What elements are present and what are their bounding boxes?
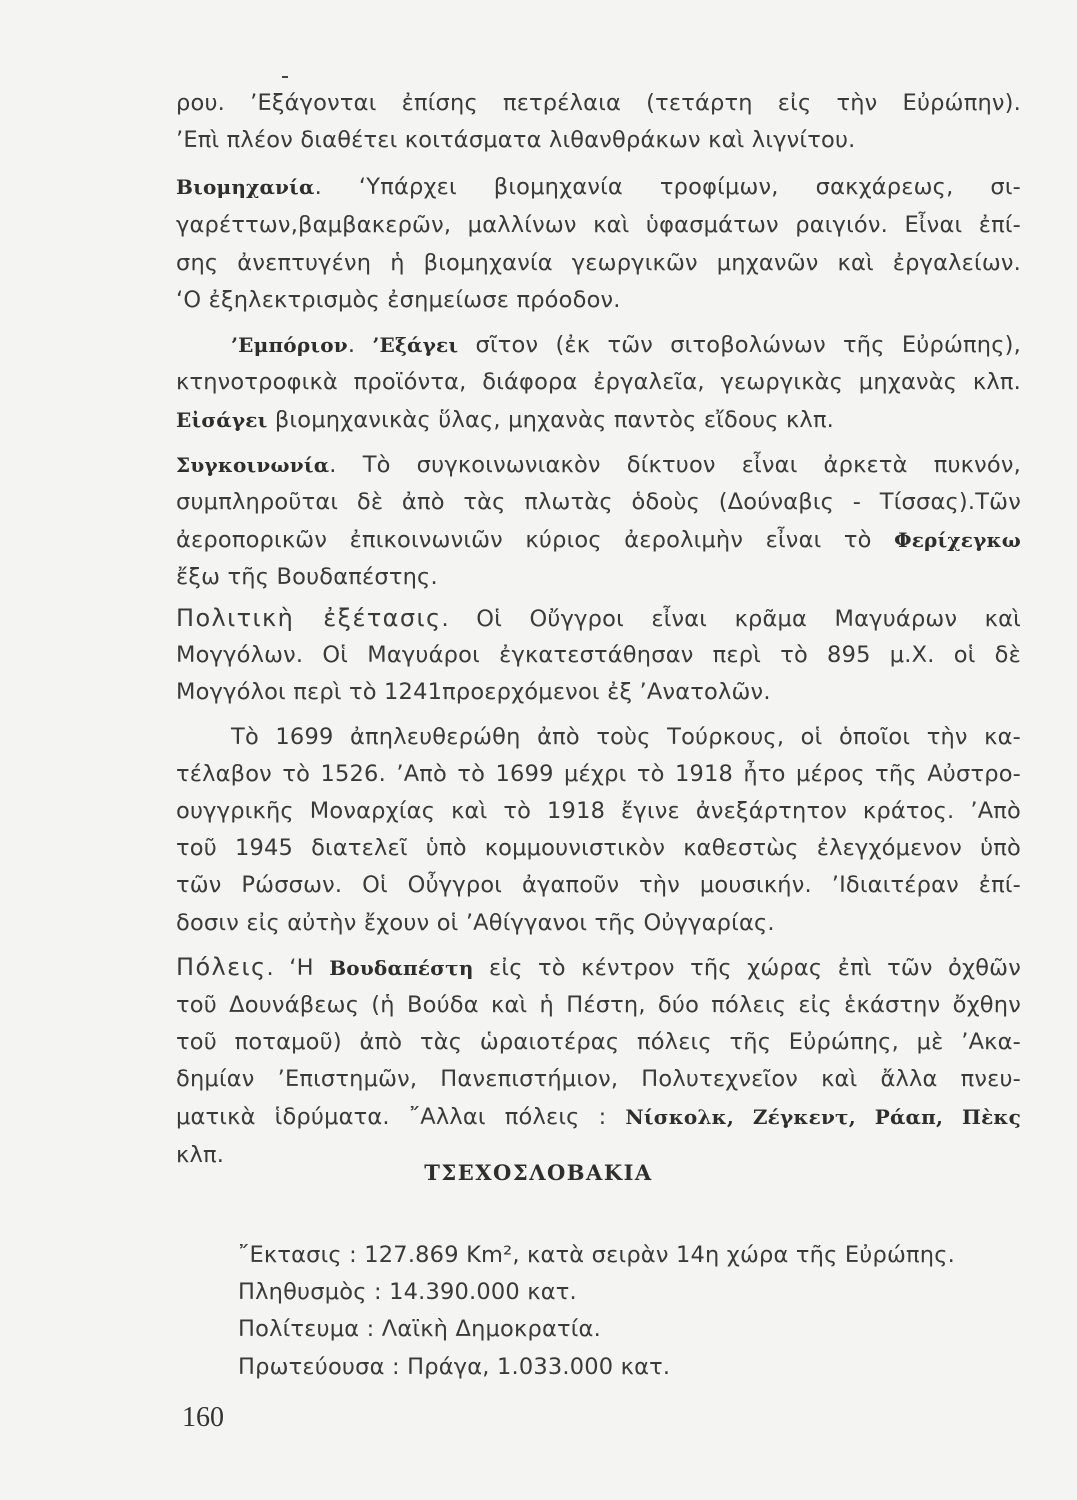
text-line	[176, 1064, 1021, 1094]
text-line	[176, 870, 1021, 900]
text-line	[176, 990, 1021, 1020]
page-number: 160	[182, 1402, 224, 1433]
text-line	[176, 1277, 1021, 1307]
text-line	[176, 562, 1021, 592]
text-segment: ’Επὶ πλέον διαθέτει κοιτάσματα λιθανθράκων καὶ λιγνίτου.	[176, 127, 856, 153]
text-line	[176, 722, 1021, 752]
text-segment: Τὸ 1699 ἀπηλευθερώθη ἀπὸ τοὺς Τούρκους, οἱ ὁποῖοι τὴν κα-	[231, 724, 1021, 750]
text-segment: ἔξω τῆς Βουδαπέστης.	[176, 564, 438, 590]
text-line	[176, 172, 1021, 202]
text-segment: . Τὸ συγκοινωνιακὸν δίκτυον εἶναι ἀρκετὰ πυκνόν,	[329, 452, 1021, 478]
text-line	[176, 1352, 1021, 1382]
text-segment: Μογγόλων. Οἱ Μαγυάροι ἐγκατεστάθησαν περὶ τὸ 895 μ.Χ. οἱ δὲ	[176, 642, 1021, 668]
text-segment: Μογγόλοι περὶ τὸ 1241προερχόμενοι ἐξ ’Ανατολῶν.	[176, 679, 771, 705]
text-segment: συμπληροῦται δὲ ἀπὸ τὰς πλωτὰς ὁδοὺς (Δούναβις - Τίσσας).Τῶν	[176, 489, 1021, 515]
text-line	[176, 125, 1021, 155]
text-line	[176, 487, 1021, 517]
text-segment: δοσιν εἰς αὐτὴν ἔχουν οἱ ’Αθίγγανοι τῆς Οὐγγαρίας.	[176, 910, 775, 936]
text-segment: Πολίτευμα : Λαϊκὴ Δημοκρατία.	[238, 1316, 601, 1342]
text-line	[176, 1027, 1021, 1057]
text-segment: βιομηχανικὰς ὕλας, μηχανὰς παντὸς εἴδους κλπ.	[267, 407, 835, 433]
text-segment: . ‘Υπάρχει βιομηχανία τροφίμων, σακχάρεως, σι-	[314, 174, 1021, 200]
text-segment: ρου. ’Εξάγονται ἐπίσης πετρέλαια (τετάρτη εἰς τὴν Εὐρώπην).	[176, 90, 1021, 116]
text-line	[176, 1314, 1021, 1344]
bold-term: Συγκοινωνία	[176, 453, 330, 477]
text-segment: κλπ.	[176, 1142, 225, 1168]
text-line	[176, 908, 1021, 938]
text-segment: Πρωτεύουσα : Πράγα, 1.033.000 κατ.	[238, 1354, 671, 1380]
text-line	[176, 640, 1021, 670]
bold-term: ’Εξάγει	[372, 333, 459, 357]
text-segment: σης ἀνεπτυγένη ἡ βιομηχανία γεωργικῶν μηχανῶν καὶ ἐργαλείων.	[176, 250, 1021, 276]
bold-term: Φερίχεγκω	[894, 528, 1021, 552]
text-segment: τέλαβον τὸ 1526. ’Απὸ τὸ 1699 μέχρι τὸ 1918 ἦτο μέρος τῆς Αὐστρο-	[176, 761, 1021, 787]
text-segment: ῎Εκτασις : 127.869 Km², κατὰ σειρὰν 14η χώρα τῆς Εὐρώπης.	[238, 1242, 955, 1268]
text-line	[176, 603, 1021, 634]
text-line	[176, 796, 1021, 826]
text-line	[176, 677, 1021, 707]
text-segment: ουγγρικῆς Μοναρχίας καὶ τὸ 1918 ἔγινε ἀνεξάρτητον κράτος. ’Απὸ	[176, 798, 1021, 824]
text-segment: κτηνοτροφικὰ προϊόντα, διάφορα ἐργαλεῖα, γεωργικὰς μηχανὰς κλπ.	[176, 369, 1021, 395]
text-segment: .	[347, 332, 373, 358]
text-segment: ‘Ο ἐξηλεκτρισμὸς ἐσημείωσε πρόοδον.	[176, 287, 621, 313]
bold-term: Εἰσάγει	[176, 408, 268, 432]
text-segment: εἰς τὸ κέντρον τῆς χώρας ἐπὶ τῶν ὀχθῶν	[473, 955, 1021, 981]
text-line	[176, 330, 1021, 360]
spaced-heading: Πόλεις	[176, 953, 267, 981]
text-line	[176, 367, 1021, 397]
spaced-heading: Πολιτικὴ ἐξέτασις	[176, 604, 442, 632]
text-line	[176, 88, 1021, 118]
text-line	[176, 210, 1021, 240]
section-title: ΤΣΕΧΟΣΛΟΒΑΚΙΑ	[424, 1160, 653, 1185]
text-segment: τοῦ ποταμοῦ) ἀπὸ τὰς ὡραιοτέρας πόλεις τῆς Εὐρώπης, μὲ ’Ακα-	[176, 1029, 1021, 1055]
text-segment: τῶν Ρώσσων. Οἱ Οὖγγροι ἀγαποῦν τὴν μουσικήν. ’Ιδιαιτέραν ἐπί-	[176, 872, 1021, 898]
text-segment: τοῦ Δουνάβεως (ἡ Βούδα καὶ ἡ Πέστη, δύο πόλεις εἰς ἑκάστην ὄχθην	[176, 992, 1021, 1018]
text-segment: δημίαν ’Επιστημῶν, Πανεπιστήμιον, Πολυτεχνεῖον καὶ ἄλλα πνευ-	[176, 1066, 1021, 1092]
text-line	[176, 248, 1021, 278]
text-line	[176, 450, 1021, 480]
bold-term: ’Εμπόριον	[231, 333, 348, 357]
bold-term: Νίσκολκ, Ζέγκεντ, Ράαπ, Πὲκς	[625, 1105, 1021, 1129]
text-segment: γαρέττων,βαμβακερῶν, μαλλίνων καὶ ὑφασμάτων ραιγιόν. Εἶναι ἐπί-	[176, 212, 1021, 238]
text-segment: Πληθυσμὸς : 14.390.000 κατ.	[238, 1279, 577, 1305]
text-line	[176, 1102, 1021, 1132]
text-line	[176, 525, 1021, 555]
print-mark	[282, 76, 288, 78]
text-line	[176, 1240, 1021, 1270]
text-line	[176, 759, 1021, 789]
text-segment: ματικὰ ἱδρύματα. ῎Αλλαι πόλεις :	[176, 1104, 626, 1130]
text-segment: ἀεροπορικῶν ἐπικοινωνιῶν κύριος ἀερολιμὴν εἶναι τὸ	[176, 527, 895, 553]
text-segment: σῖτον (ἐκ τῶν σιτοβολώνων τῆς Εὐρώπης),	[458, 332, 1021, 358]
bold-term: Βουδαπέστη	[329, 956, 474, 980]
text-line	[176, 405, 1021, 435]
text-line	[176, 952, 1021, 983]
text-segment: τοῦ 1945 διατελεῖ ὑπὸ κομμουνιστικὸν καθεστὼς ἐλεγχόμενον ὑπὸ	[176, 835, 1021, 861]
text-line	[176, 285, 1021, 315]
text-line	[176, 833, 1021, 863]
text-segment: . Οἱ Οὔγγροι εἶναι κρᾶμα Μαγυάρων καὶ	[441, 606, 1021, 632]
bold-term: Βιομηχανία	[176, 175, 315, 199]
text-segment: . ‘Η	[266, 955, 330, 981]
